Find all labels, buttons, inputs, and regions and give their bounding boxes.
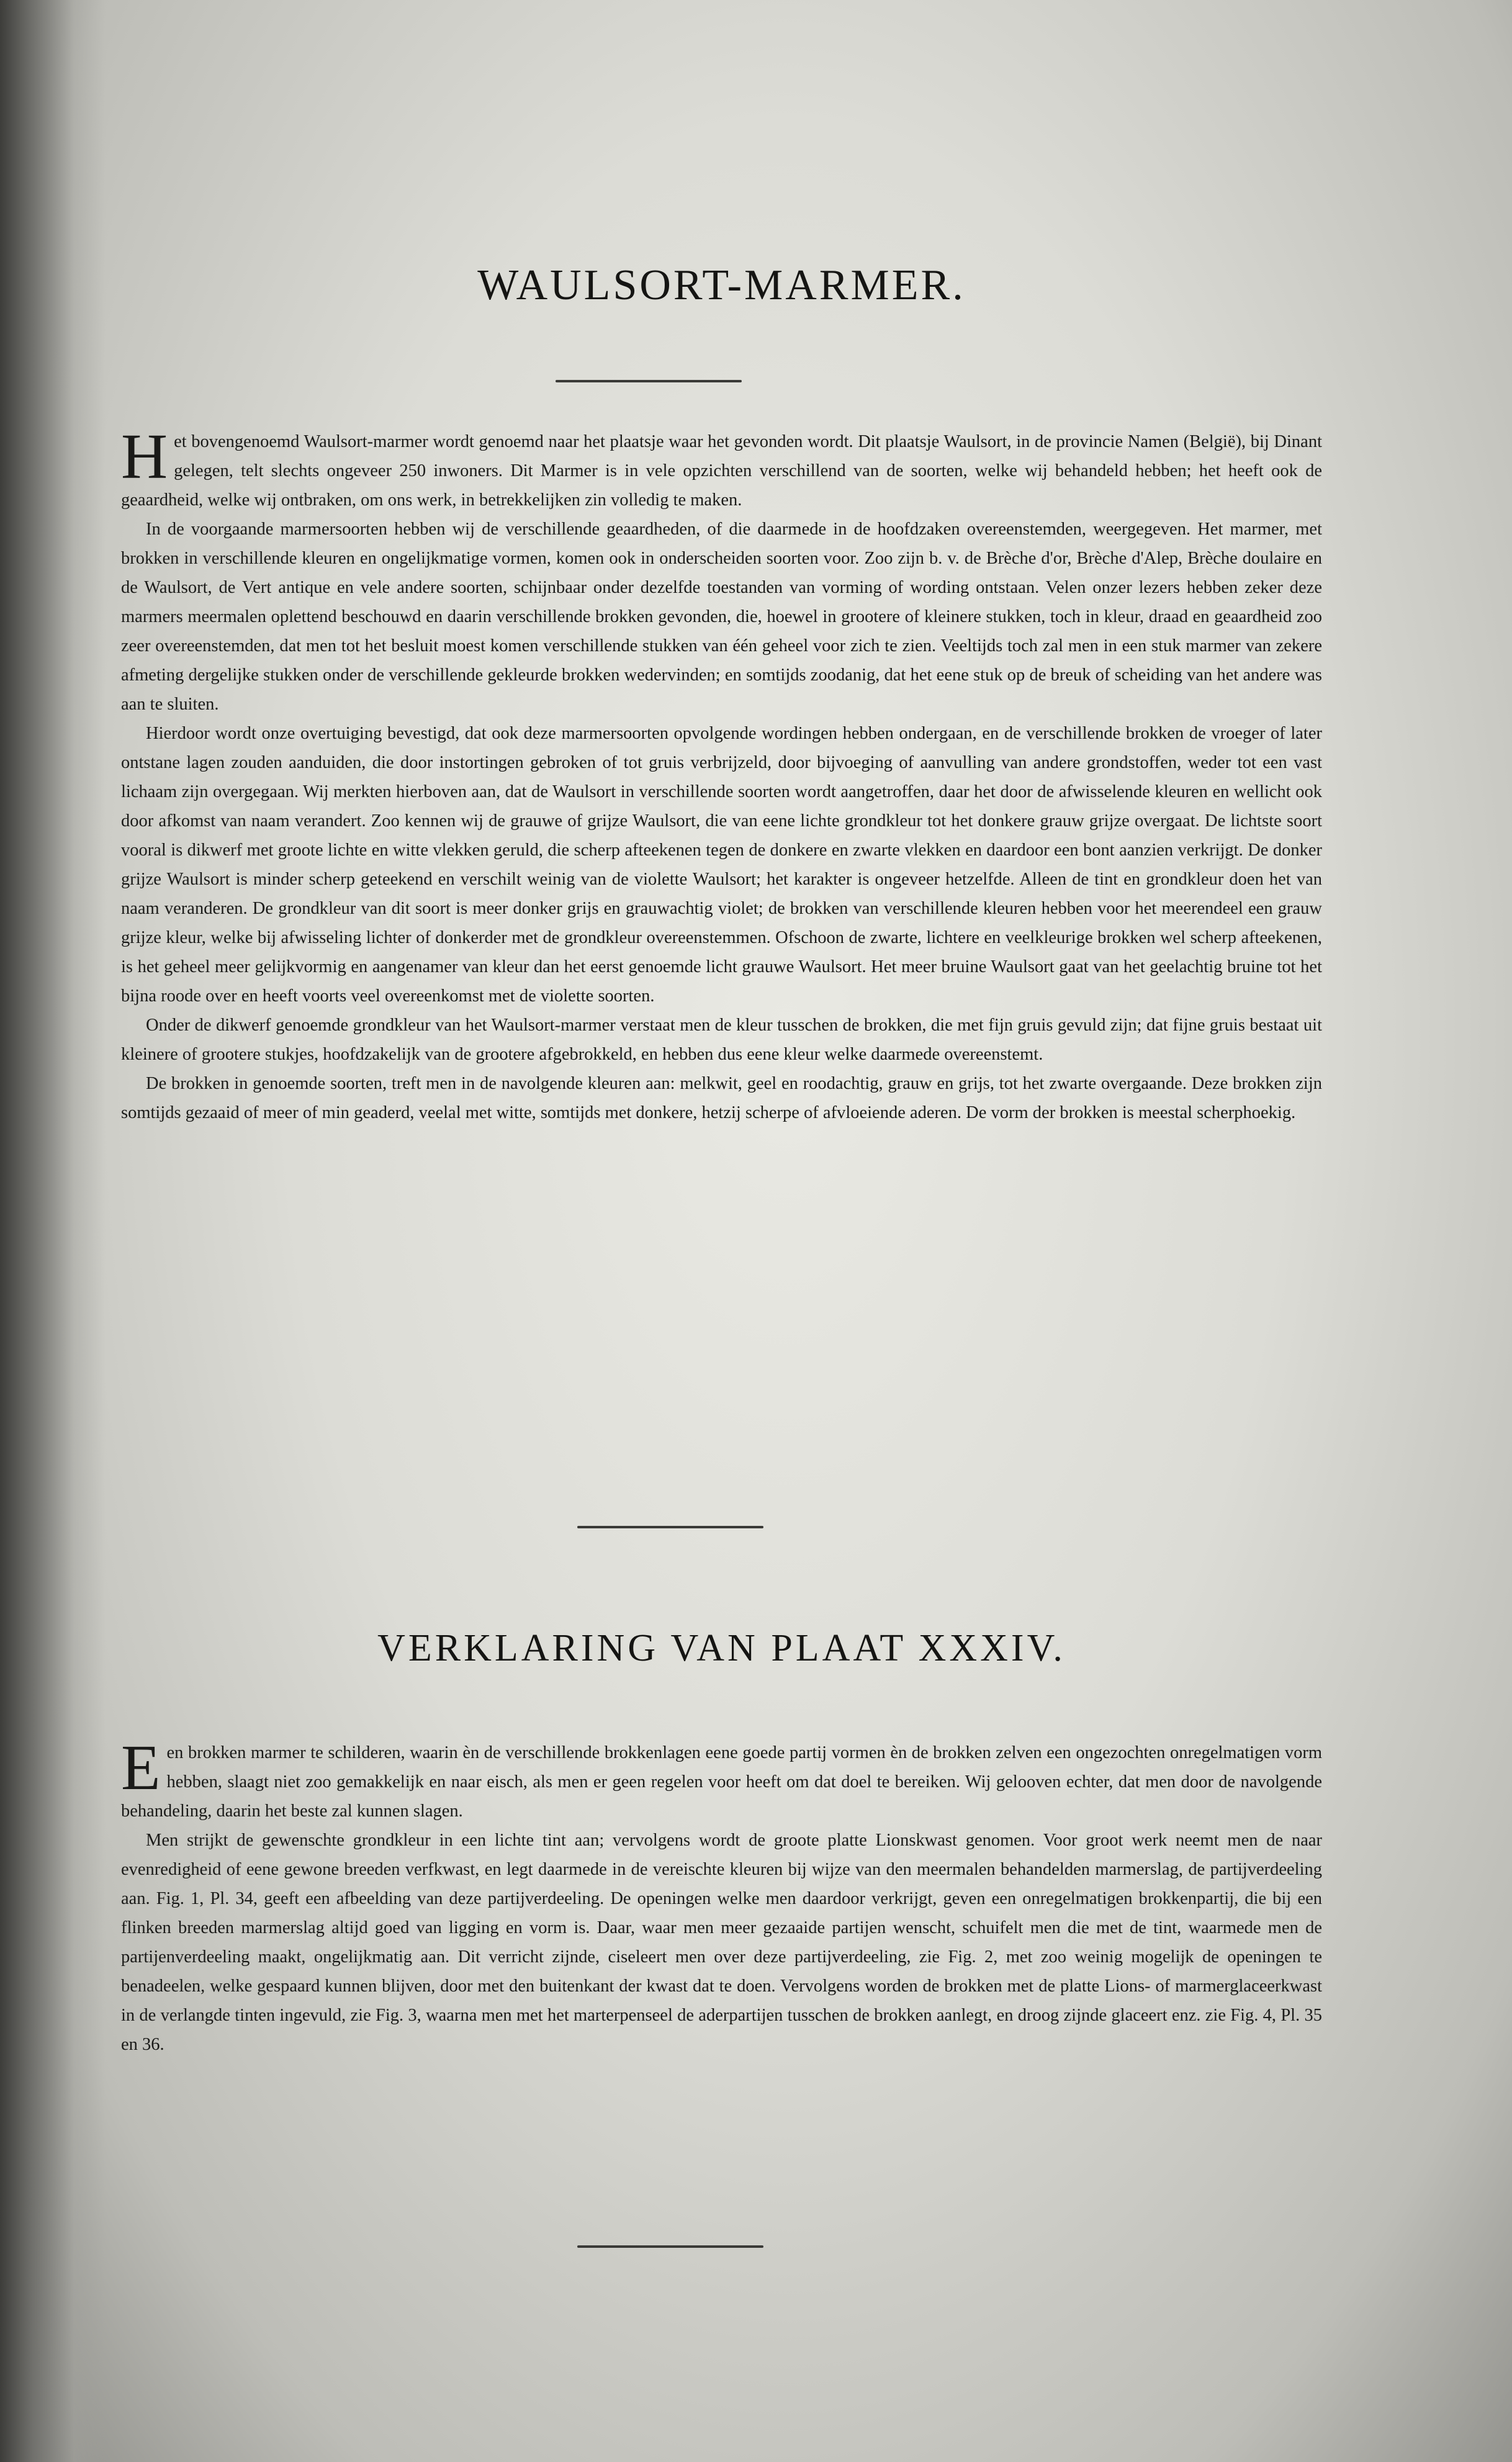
section-divider [577,1526,763,1528]
paragraph: Men strijkt de gewenschte grondkleur in een lichte tint aan; vervolgens wordt de groote platte Lionskwast genomen. Voor groot werk neemt men de naar evenredigheid of eene gewone breeden verfkwast, en legt daarmede in de vereischte kleuren bij wijze van den meermalen behandelden marmerslag, de partijverdeeling aan. Fig. 1, Pl. 34, geeft een afbeelding van deze partijverdeeling. De openingen welke men daardoor verkrijgt, geven een onregelmatigen brokkenpartij, die bij een flinken breeden marmerslag altijd goed van ligging en vorm is. Daar, waar men meer gezaaide partijen wenscht, schuifelt men die met de tint, waarmede men de partijenverdeeling maakt, ongelijkmatig aan. Dit verricht zijnde, ciseleert men over deze partijverdeeling, zie Fig. 2, met zoo weinig mogelijk de openingen te benadeelen, welke gespaard kunnen blijven, door met den buitenkant der kwast dat te doen. Vervolgens worden de brokken met de platte Lions- of marmerglaceerkwast in de verlangde tinten ingevuld, zie Fig. 3, waarna men met het marterpenseel de aderpartijen tusschen de brokken aanlegt, en droog zijnde glaceert enz. zie Fig. 4, Pl. 35 en 36. [121,1831,1322,2054]
paragraph: Een brokken marmer te schilderen, waarin èn de verschillende brokkenlagen eene goede partij vormen èn de brokken zelven een ongezochten onregelmatigen vorm hebben, slaagt niet zoo gemakkelijk en naar eisch, als men er geen regelen voor heeft om dat doel te bereiken. Wij gelooven echter, dat men door de navolgende behandeling, daarin het beste zal kunnen slagen. [121,1732,1322,1821]
paragraph: De brokken in genoemde soorten, treft men in de navolgende kleuren aan: melkwit, geel en roodachtig, grauw en grijs, tot het zwarte overgaande. Deze brokken zijn somtijds gezaaid of meer of min geaderd, veelal met witte, somtijds met donkere, hetzij scherpe of afvloeiende aderen. De vorm der brokken is meestal scherphoekig. [121,1074,1322,1122]
section-title-plate: VERKLARING VAN PLAAT XXXIV. [377,1627,1066,1669]
paragraph: Hierdoor wordt onze overtuiging bevestigd, dat ook deze marmersoorten opvolgende wordingen hebben ondergaan, en de verschillende brokken de vroeger of later ontstane lagen zouden aanduiden, die door instortingen gebroken of tot gruis verbrijzeld, door bijvoeging of aanvulling van andere grondstoffen, weder tot een vast lichaam zijn overgegaan. Wij merkten hierboven aan, dat de Waulsort in verschillende soorten wordt aangetroffen, daar het door de afwisselende kleuren en wellicht ook door afkomst van naam verandert. Zoo kennen wij de grauwe of grijze Waulsort, die van eene lichte grondkleur tot het donkere grauw grijze overgaat. De lichtste soort vooral is dikwerf met groote lichte en witte vlekken geruld, die scherp afteekenen tegen de donkere en zwarte vlekken en daardoor een bont aanzien verkrijgt. De donker grijze Waulsort is minder scherp geteekend en verschilt weinig van de violette Waulsort; het karakter is ongeveer hetzelfde. Alleen de tint en grondkleur doen het van naam veranderen. De grondkleur van dit soort is meer donker grijs en grauwachtig violet; de brokken van verschillende kleuren hebben voor het meerendeel een grauw grijze kleur, welke bij afwisseling lichter of donkerder met de grondkleur overeenstemmen. Ofschoon de zwarte, lichtere en veelkleurige brokken wel scherp afteekenen, is het geheel meer gelijkvormig en aangenamer van kleur dan het eerst genoemde licht grauwe Waulsort. Het meer bruine Waulsort gaat van het geelachtig bruine tot het bijna roode over en heeft voorts veel overeenkomst met de violette soorten. [121,724,1322,1006]
drop-cap: H [121,421,168,492]
drop-cap: E [121,1732,161,1803]
paragraph: Onder de dikwerf genoemde grondkleur van het Waulsort-marmer verstaat men de kleur tusschen de brokken, die met fijn gruis gevuld zijn; dat fijne gruis bestaat uit kleinere of grootere stukjes, hoofdzakelijk van de grootere afgebrokkeld, en hebben dus eene kleur welke daarmede overeenstemt. [121,1016,1322,1064]
section-body-plate [121,1732,1322,2059]
section-title-waulsort: WAULSORT-MARMER. [477,261,966,309]
section-body-waulsort [121,421,1322,1127]
title-divider [556,380,742,382]
binding-shadow [0,0,106,2462]
paragraph: In de voorgaande marmersoorten hebben wij de verschillende geaardheden, of die daarmede in de hoofdzaken overeenstemden, weergegeven. Het marmer, met brokken in verschillende kleuren en ongelijkmatige vormen, komen ook in onderscheiden soorten voor. Zoo zijn b. v. de Brèche d'or, Brèche d'Alep, Brèche doulaire en de Waulsort, de Vert antique en vele andere soorten, schijnbaar onder dezelfde toestanden van vorming of wording ontstaan. Velen onzer lezers hebben zeker deze marmers meermalen oplettend beschouwd en daarin verschillende brokken gevonden, die, hoewel in grootere of kleinere stukken, toch in kleur, draad en geaardheid zoo zeer overeenstemden, dat men tot het besluit moest komen verschillende stukken van één geheel voor zich te zien. Veeltijds toch zal men in een stuk marmer van zekere afmeting dergelijke stukken onder de verschillende gekleurde brokken wedervinden; en somtijds zoodanig, dat het eene stuk op de breuk of scheiding van het andere was aan te sluiten. [121,520,1322,714]
end-divider [577,2245,763,2248]
paragraph: Het bovengenoemd Waulsort-marmer wordt genoemd naar het plaatsje waar het gevonden wordt. Dit plaatsje Waulsort, in de provincie Namen (België), bij Dinant gelegen, telt slechts ongeveer 250 inwoners. Dit Marmer is in vele opzichten verschillend van de soorten, welke wij behandeld hebben; het heeft ook de geaardheid, welke wij ontbraken, om ons werk, in betrekkelijken zin volledig te maken. [121,421,1322,510]
